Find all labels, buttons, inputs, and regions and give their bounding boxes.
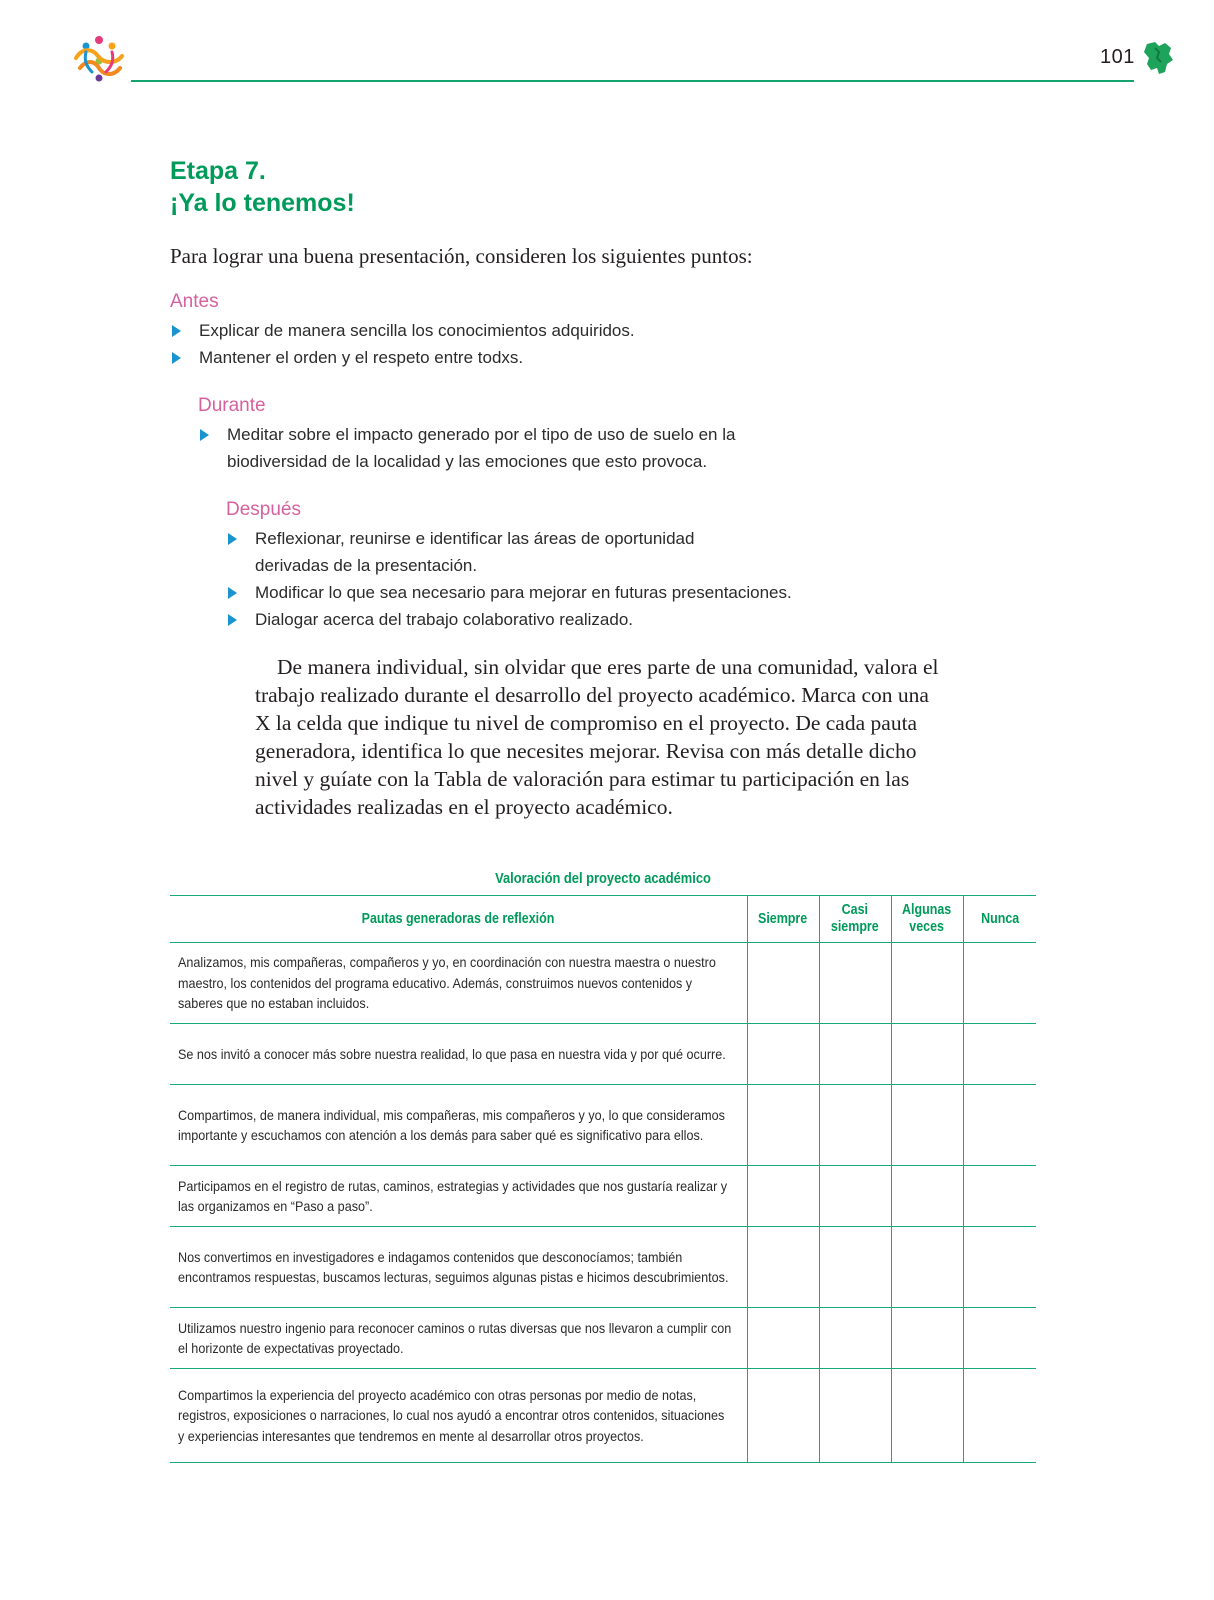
list-item-text: Mantener el orden y el respeto entre todxs. — [199, 348, 524, 367]
header-casi-siempre: Casi siempre — [819, 896, 891, 943]
list-item-text: Explicar de manera sencilla los conocimientos adquiridos. — [199, 321, 635, 340]
casi-siempre-cell[interactable] — [819, 1227, 891, 1308]
casi-siempre-cell[interactable] — [819, 1024, 891, 1085]
list-item — [170, 317, 870, 344]
algunas-veces-cell[interactable] — [891, 1369, 963, 1463]
algunas-veces-cell[interactable] — [891, 1308, 963, 1369]
casi-siempre-cell[interactable] — [819, 1369, 891, 1463]
algunas-veces-cell[interactable] — [891, 1085, 963, 1166]
list-item — [198, 421, 767, 475]
table-title: Valoración del proyecto académico — [495, 870, 711, 887]
list-item — [226, 579, 926, 606]
siempre-cell[interactable] — [747, 943, 819, 1024]
table-row — [170, 1085, 1036, 1166]
intro-text: Para lograr una buena presentación, consideren los siguientes puntos: — [170, 244, 753, 268]
section-antes — [170, 291, 870, 371]
instructions-paragraph: De manera individual, sin olvidar que eres parte de una comunidad, valora el trabajo realizado durante el desarrollo del proyecto académico. Marca con una X la celda que indique tu nivel de compromiso en el proyecto. De cada pauta generadora, identifica lo que necesites mejorar. Revisa con más detalle dicho nivel y guíate con la Tabla de valoración para estimar tu participación en las actividades realizadas en el proyecto académico. — [255, 655, 939, 819]
pauta-cell: Analizamos, mis compañeras, compañeros y yo, en coordinación con nuestra maestra o nuestro maestro, los contenidos del programa educativo. Además, construimos nuevos contenidos y saberes que no estaban incluidos. — [170, 943, 747, 1024]
list-item — [226, 525, 725, 579]
siempre-cell[interactable] — [747, 1227, 819, 1308]
bullet-triangle-icon — [172, 325, 181, 337]
pauta-cell: Utilizamos nuestro ingenio para reconocer caminos o rutas diversas que nos llevaron a cumplir con el horizonte de expectativas proyectado. — [170, 1308, 747, 1369]
casi-siempre-cell[interactable] — [819, 1308, 891, 1369]
algunas-veces-cell[interactable] — [891, 1227, 963, 1308]
list-item — [170, 344, 870, 371]
colorful-people-logo-icon — [72, 34, 126, 86]
list-item-text: Modificar lo que sea necesario para mejorar en futuras presentaciones. — [255, 583, 792, 602]
siempre-cell[interactable] — [747, 1308, 819, 1369]
bullet-triangle-icon — [172, 352, 181, 364]
section-despues — [226, 499, 926, 633]
header-nunca: Nunca — [963, 896, 1036, 943]
siempre-cell[interactable] — [747, 1085, 819, 1166]
green-map-icon — [1141, 40, 1175, 76]
algunas-veces-cell[interactable] — [891, 1024, 963, 1085]
casi-siempre-cell[interactable] — [819, 1166, 891, 1227]
pauta-cell: Se nos invitó a conocer más sobre nuestra realidad, lo que pasa en nuestra vida y por qué ocurre. — [170, 1024, 747, 1085]
bullet-triangle-icon — [228, 614, 237, 626]
list-item-text: Dialogar acerca del trabajo colaborativo realizado. — [255, 610, 633, 629]
page-number: 101 — [1100, 46, 1135, 68]
pauta-cell: Participamos en el registro de rutas, caminos, estrategias y actividades que nos gustaría realizar y las organizamos en “Paso a paso”. — [170, 1166, 747, 1227]
casi-siempre-cell[interactable] — [819, 943, 891, 1024]
nunca-cell[interactable] — [963, 1166, 1036, 1227]
nunca-cell[interactable] — [963, 1227, 1036, 1308]
siempre-cell[interactable] — [747, 1166, 819, 1227]
header-algunas-veces: Algunas veces — [891, 896, 963, 943]
header-rule — [131, 80, 1134, 82]
siempre-cell[interactable] — [747, 1024, 819, 1085]
section-heading: Durante — [198, 395, 266, 416]
table-row — [170, 1024, 1036, 1085]
table-row — [170, 1166, 1036, 1227]
table-row — [170, 943, 1036, 1024]
algunas-veces-cell[interactable] — [891, 943, 963, 1024]
pauta-cell: Compartimos, de manera individual, mis compañeras, mis compañeros y yo, lo que consideramos importante y escuchamos con atención a los demás para saber qué es significativo para ellos. — [170, 1085, 747, 1166]
list-item-text: Reflexionar, reunirse e identificar las áreas de oportunidad derivadas de la presentación. — [255, 529, 695, 575]
stage-subtitle: ¡Ya lo tenemos! — [170, 189, 355, 217]
nunca-cell[interactable] — [963, 1369, 1036, 1463]
casi-siempre-cell[interactable] — [819, 1085, 891, 1166]
siempre-cell[interactable] — [747, 1369, 819, 1463]
bullet-triangle-icon — [228, 533, 237, 545]
section-heading: Antes — [170, 291, 219, 312]
stage-title: Etapa 7. — [170, 157, 266, 185]
nunca-cell[interactable] — [963, 1085, 1036, 1166]
table-row — [170, 1227, 1036, 1308]
valoracion-table — [170, 895, 1036, 1463]
list-item — [226, 606, 926, 633]
section-durante — [198, 395, 898, 475]
table-row — [170, 1369, 1036, 1463]
header-pautas: Pautas generadoras de reflexión — [170, 896, 747, 943]
table-header-row — [170, 896, 1036, 943]
pauta-cell: Nos convertimos en investigadores e indagamos contenidos que desconocíamos; también encontramos respuestas, buscamos lecturas, seguimos algunas pistas e hicimos descubrimientos. — [170, 1227, 747, 1308]
nunca-cell[interactable] — [963, 1308, 1036, 1369]
bullet-triangle-icon — [200, 429, 209, 441]
table-row — [170, 1308, 1036, 1369]
section-heading: Después — [226, 499, 301, 520]
bullet-triangle-icon — [228, 587, 237, 599]
nunca-cell[interactable] — [963, 943, 1036, 1024]
pauta-cell: Compartimos la experiencia del proyecto académico con otras personas por medio de notas, registros, exposiciones o narraciones, lo cual nos ayudó a encontrar otros contenidos, situaciones y experiencias interesantes que tendremos en mente al desarrollar otros proyectos. — [170, 1369, 747, 1463]
list-item-text: Meditar sobre el impacto generado por el tipo de uso de suelo en la biodiversidad de la localidad y las emociones que esto provoca. — [227, 425, 736, 471]
algunas-veces-cell[interactable] — [891, 1166, 963, 1227]
nunca-cell[interactable] — [963, 1024, 1036, 1085]
header-siempre: Siempre — [747, 896, 819, 943]
